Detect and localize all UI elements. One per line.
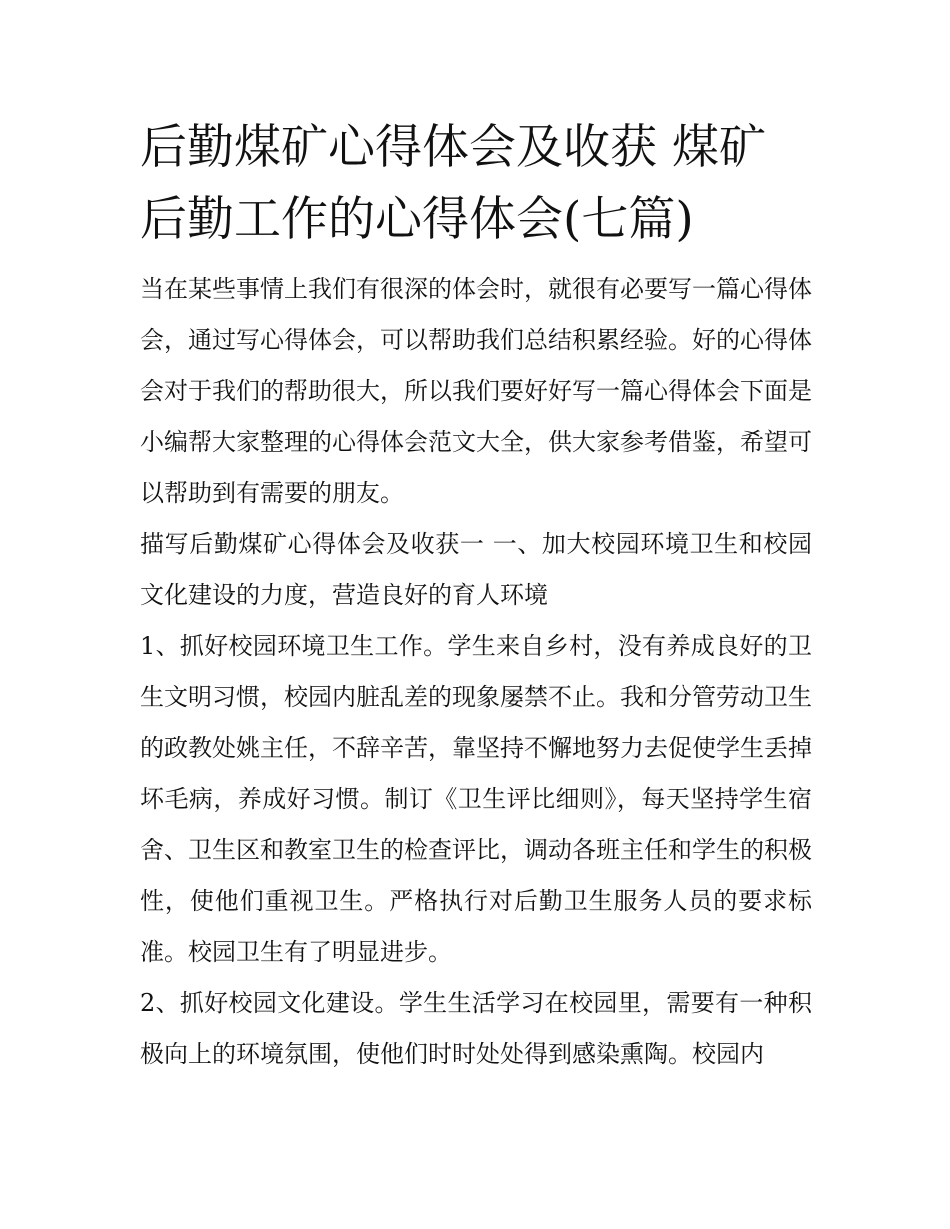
document-page: [140, 112, 812, 1080]
intro-paragraph: 当在某些事情上我们有很深的体会时，就很有必要写一篇心得体会，通过写心得体会，可以帮助我们总结积累经验。好的心得体会对于我们的帮助很大，所以我们要好好写一篇心得体会下面是小编帮大家整理的心得体会范文大全，供大家参考借鉴，希望可以帮助到有需要的朋友。: [140, 275, 812, 507]
item-2-paragraph: 2、抓好校园文化建设。学生生活学习在校园里，需要有一种积极向上的环境氛围，使他们时时处处得到感染熏陶。校园内: [140, 989, 812, 1068]
section-heading-paragraph: 描写后勤煤矿心得体会及收获一 一、加大校园环境卫生和校园文化建设的力度，营造良好的育人环境: [140, 530, 812, 609]
item-1-paragraph: 1、抓好校园环境卫生工作。学生来自乡村，没有养成良好的卫生文明习惯，校园内脏乱差的现象屡禁不止。我和分管劳动卫生的政教处姚主任，不辞辛苦，靠坚持不懈地努力去促使学生丢掉坏毛病，养成好习惯。制订《卫生评比细则》，每天坚持学生宿舍、卫生区和教室卫生的检查评比，调动各班主任和学生的积极性，使他们重视卫生。严格执行对后勤卫生服务人员的要求标准。校园卫生有了明显进步。: [140, 632, 812, 966]
document-title: 后勤煤矿心得体会及收获 煤矿后勤工作的心得体会(七篇): [140, 120, 766, 247]
